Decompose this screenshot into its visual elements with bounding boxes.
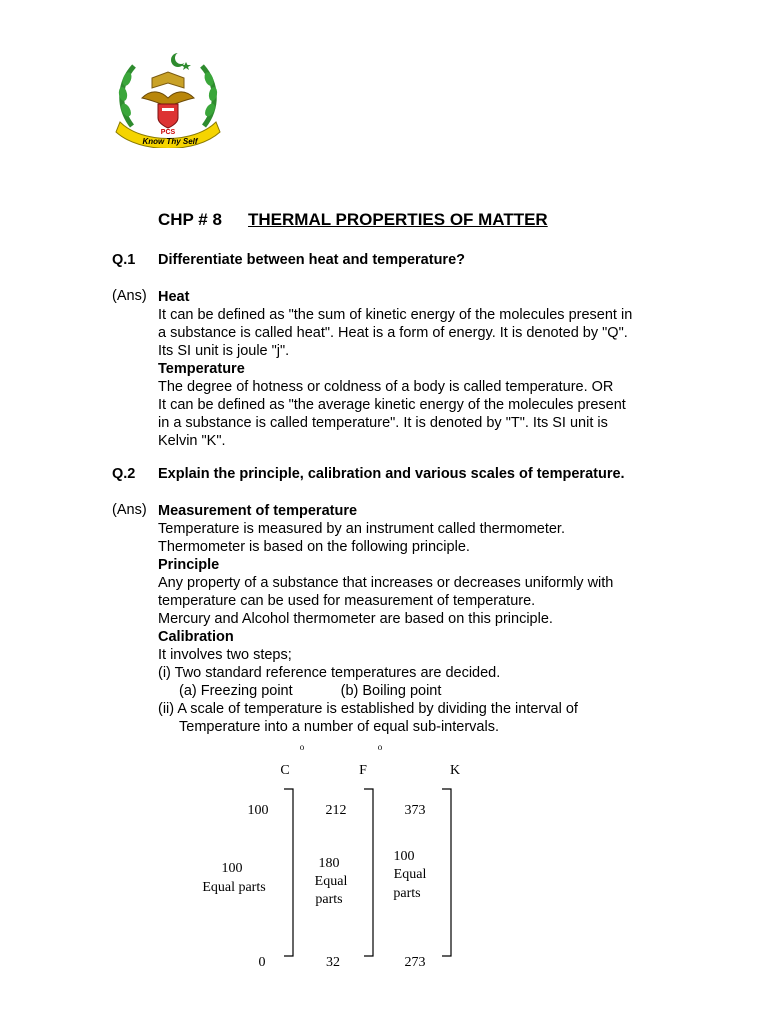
celsius-parts-text: Equal parts	[202, 880, 266, 895]
measurement-heading: Measurement of temperature	[158, 503, 358, 519]
kelvin-parts-text: parts	[393, 886, 421, 901]
temperature-line: It can be defined as "the average kinetic energy of the molecules present	[158, 397, 626, 413]
celsius-parts-count: 100	[221, 861, 243, 876]
principle-heading: Principle	[158, 557, 220, 573]
q2-ans-label: (Ans)	[112, 502, 147, 518]
kelvin-parts-count: 100	[393, 849, 415, 864]
q2-label: Q.2	[112, 466, 136, 482]
boiling-point: (b) Boiling point	[340, 683, 442, 699]
celsius-unit-label: C	[280, 763, 290, 778]
logo-motto: Know Thy Self	[142, 137, 198, 146]
calibration-line: Temperature into a number of equal sub-intervals.	[179, 719, 499, 735]
fahrenheit-top-value: 212	[325, 803, 347, 818]
q1-ans-label: (Ans)	[112, 288, 147, 304]
kelvin-parts-text: Equal	[393, 867, 427, 882]
freezing-point: (a) Freezing point	[179, 683, 293, 699]
temperature-heading: Temperature	[158, 361, 245, 377]
kelvin-top-value: 373	[404, 803, 426, 818]
logo-abbr: PCS	[160, 129, 176, 136]
q1-question: Differentiate between heat and temperature?	[158, 252, 465, 268]
q1-label: Q.1	[112, 252, 136, 268]
celsius-scale-bracket	[284, 789, 293, 956]
q2-question: Explain the principle, calibration and various scales of temperature.	[158, 466, 625, 482]
chapter-title: THERMAL PROPERTIES OF MATTER	[248, 210, 548, 229]
kelvin-scale-bracket	[442, 789, 451, 956]
temperature-line: The degree of hotness or coldness of a body is called temperature. OR	[158, 379, 614, 395]
temperature-line: Kelvin "K".	[158, 433, 226, 449]
principle-line: Mercury and Alcohol thermometer are based on this principle.	[158, 611, 553, 627]
calibration-line: It involves two steps;	[158, 647, 292, 663]
celsius-degree-symbol: o	[299, 742, 305, 752]
celsius-top-value: 100	[247, 803, 269, 818]
celsius-bottom-value: 0	[258, 955, 266, 970]
temperature-line: in a substance is called temperature". It is denoted by "T". Its SI unit is	[158, 415, 608, 431]
heat-line: a substance is called heat". Heat is a form of energy. It is denoted by "Q".	[158, 325, 628, 341]
fahrenheit-parts-count: 180	[318, 856, 340, 871]
measurement-line: Thermometer is based on the following principle.	[158, 539, 470, 555]
kelvin-bottom-value: 273	[404, 955, 426, 970]
chapter-number: CHP # 8	[158, 210, 222, 229]
calibration-line: (ii) A scale of temperature is established by dividing the interval of	[158, 701, 578, 717]
fahrenheit-parts-text: parts	[315, 892, 343, 907]
principle-line: Any property of a substance that increases or decreases uniformly with	[158, 575, 614, 591]
fahrenheit-degree-symbol: o	[377, 742, 383, 752]
calibration-line: (i) Two standard reference temperatures are decided.	[158, 665, 501, 681]
principle-line: temperature can be used for measurement of temperature.	[158, 593, 536, 609]
fahrenheit-bottom-value: 32	[326, 955, 340, 970]
fahrenheit-unit-label: F	[359, 763, 367, 778]
heat-line: Its SI unit is joule "j".	[158, 343, 290, 359]
measurement-line: Temperature is measured by an instrument called thermometer.	[158, 521, 565, 537]
calibration-heading: Calibration	[158, 629, 234, 645]
heat-line: It can be defined as "the sum of kinetic energy of the molecules present in	[158, 307, 633, 323]
fahrenheit-scale-bracket	[364, 789, 373, 956]
heat-heading: Heat	[158, 289, 190, 305]
kelvin-unit-label: K	[449, 763, 461, 778]
fahrenheit-parts-text: Equal	[314, 874, 348, 889]
